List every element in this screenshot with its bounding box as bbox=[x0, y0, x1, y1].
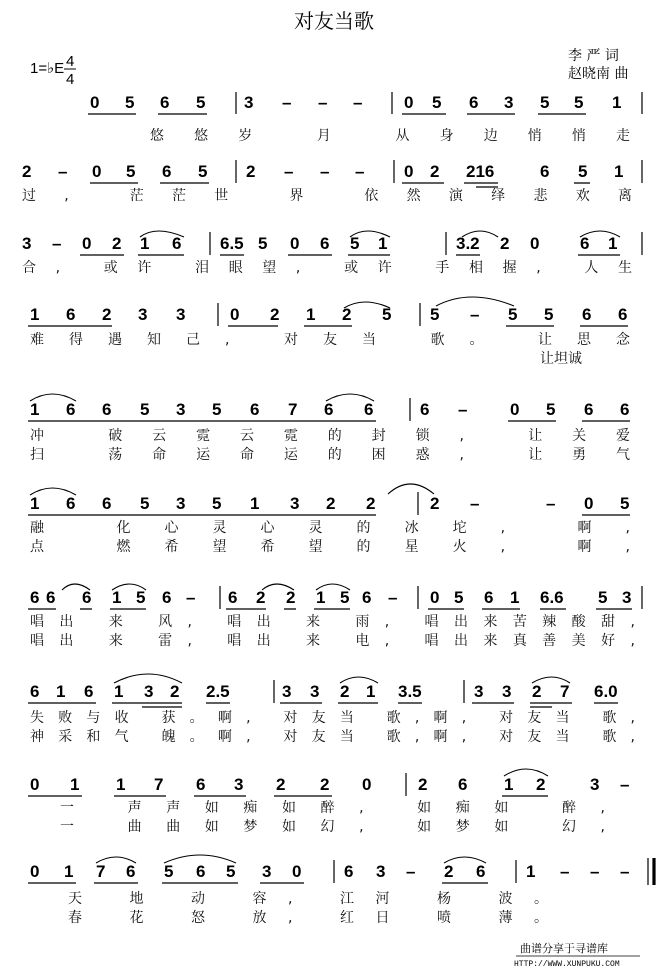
system-1-notes bbox=[90, 93, 621, 112]
svg-text:3: 3 bbox=[176, 400, 186, 419]
system-5-lyric-1: 冲 破云霓云霓的封锁, 让关爱 bbox=[30, 428, 630, 444]
svg-text:5: 5 bbox=[125, 93, 135, 112]
system-8-lyric-2: 神采和气 魄。啊, 对友当 歌,啊, 对友当 歌, bbox=[30, 729, 635, 745]
system-1-lyric-1: 悠悠岁 月 从身边悄悄走 bbox=[150, 128, 630, 144]
system-6-lyric-2: 点 燃希望希望的星火, 啊, bbox=[30, 539, 631, 555]
svg-text:5: 5 bbox=[140, 494, 150, 513]
svg-text:0: 0 bbox=[82, 234, 92, 253]
svg-text:0: 0 bbox=[584, 494, 594, 513]
svg-text:1: 1 bbox=[140, 234, 150, 253]
svg-text:3.2: 3.2 bbox=[456, 234, 480, 253]
svg-text:0: 0 bbox=[92, 162, 102, 181]
svg-text:2: 2 bbox=[246, 162, 256, 181]
svg-text:3: 3 bbox=[502, 682, 512, 701]
svg-text:7: 7 bbox=[288, 400, 298, 419]
system-9-lyric-1: 一 声声如痴如醉, 如痴如 醉, bbox=[60, 800, 606, 816]
svg-text:2: 2 bbox=[500, 234, 510, 253]
svg-text:3: 3 bbox=[290, 494, 300, 513]
svg-text:6: 6 bbox=[469, 93, 479, 112]
site-credit: 曲谱分享于寻谱库 bbox=[520, 942, 608, 955]
svg-text:6: 6 bbox=[126, 862, 136, 881]
svg-text:6: 6 bbox=[458, 775, 468, 794]
svg-text:2: 2 bbox=[366, 494, 376, 513]
svg-text:7: 7 bbox=[154, 775, 164, 794]
svg-text:1: 1 bbox=[30, 305, 40, 324]
svg-text:5: 5 bbox=[226, 862, 236, 881]
system-3-notes bbox=[22, 234, 617, 253]
key-signature: 1=♭E bbox=[30, 60, 65, 77]
svg-text:3: 3 bbox=[176, 305, 186, 324]
svg-text:3: 3 bbox=[244, 93, 254, 112]
system-7-lyric-2: 唱出 来 雷, 唱出 来 电, 唱出来真善美好, bbox=[30, 633, 635, 649]
system-4-notes bbox=[30, 305, 627, 324]
svg-text:6: 6 bbox=[540, 162, 550, 181]
site-url[interactable]: HTTP://WWW.XUNPUKU.COM bbox=[514, 960, 620, 969]
svg-text:5: 5 bbox=[212, 494, 222, 513]
svg-text:0: 0 bbox=[404, 93, 414, 112]
svg-text:1: 1 bbox=[366, 682, 376, 701]
svg-text:3: 3 bbox=[376, 862, 386, 881]
time-signature-bottom: 4 bbox=[66, 71, 75, 88]
svg-text:–: – bbox=[318, 93, 328, 112]
svg-text:1: 1 bbox=[526, 862, 536, 881]
svg-text:1: 1 bbox=[614, 162, 624, 181]
svg-text:6: 6 bbox=[66, 305, 76, 324]
svg-text:6: 6 bbox=[196, 775, 206, 794]
svg-text:2.5: 2.5 bbox=[206, 682, 230, 701]
svg-text:1: 1 bbox=[612, 93, 622, 112]
svg-text:6: 6 bbox=[196, 862, 206, 881]
system-7-notes bbox=[30, 588, 631, 607]
svg-text:3.5: 3.5 bbox=[398, 682, 422, 701]
svg-text:6: 6 bbox=[160, 93, 170, 112]
svg-text:6: 6 bbox=[102, 494, 112, 513]
system-9-lyric-2: 一 曲曲如梦如幻, 如梦如 幻, bbox=[60, 819, 606, 835]
svg-text:5: 5 bbox=[382, 305, 392, 324]
system-8-lyric-1: 失败与收 获。啊, 对友当 歌,啊, 对友当 歌, bbox=[30, 710, 635, 726]
svg-text:2: 2 bbox=[340, 682, 350, 701]
svg-text:2: 2 bbox=[102, 305, 112, 324]
svg-text:6: 6 bbox=[162, 588, 172, 607]
svg-text:0: 0 bbox=[90, 93, 100, 112]
svg-text:5: 5 bbox=[620, 494, 630, 513]
svg-text:2: 2 bbox=[418, 775, 428, 794]
svg-text:5: 5 bbox=[164, 862, 174, 881]
svg-text:2: 2 bbox=[256, 588, 266, 607]
svg-text:3: 3 bbox=[590, 775, 600, 794]
svg-text:6: 6 bbox=[620, 400, 630, 419]
svg-text:2: 2 bbox=[270, 305, 280, 324]
svg-text:6: 6 bbox=[344, 862, 354, 881]
svg-text:–: – bbox=[470, 305, 480, 324]
svg-text:0: 0 bbox=[430, 588, 440, 607]
svg-text:6: 6 bbox=[102, 400, 112, 419]
svg-text:–: – bbox=[320, 162, 330, 181]
svg-text:0: 0 bbox=[292, 862, 302, 881]
svg-text:2: 2 bbox=[170, 682, 180, 701]
svg-text:5: 5 bbox=[432, 93, 442, 112]
svg-text:–: – bbox=[470, 494, 480, 513]
svg-text:–: – bbox=[546, 494, 556, 513]
svg-text:2: 2 bbox=[326, 494, 336, 513]
svg-text:3: 3 bbox=[282, 682, 292, 701]
svg-text:–: – bbox=[186, 588, 196, 607]
svg-text:–: – bbox=[355, 162, 365, 181]
svg-text:6: 6 bbox=[584, 400, 594, 419]
system-9-notes bbox=[30, 775, 629, 794]
system-6-notes bbox=[30, 494, 629, 513]
svg-text:5: 5 bbox=[126, 162, 136, 181]
svg-text:–: – bbox=[353, 93, 363, 112]
svg-text:1: 1 bbox=[56, 682, 66, 701]
svg-text:2: 2 bbox=[430, 162, 440, 181]
svg-text:–: – bbox=[560, 862, 570, 881]
svg-text:6: 6 bbox=[162, 162, 172, 181]
svg-text:3: 3 bbox=[262, 862, 272, 881]
svg-text:0: 0 bbox=[30, 775, 40, 794]
svg-text:0: 0 bbox=[290, 234, 300, 253]
svg-text:2: 2 bbox=[286, 588, 296, 607]
svg-text:1: 1 bbox=[306, 305, 316, 324]
svg-text:6: 6 bbox=[476, 862, 486, 881]
svg-text:–: – bbox=[620, 862, 630, 881]
svg-text:3: 3 bbox=[234, 775, 244, 794]
svg-text:2: 2 bbox=[444, 862, 454, 881]
svg-text:1: 1 bbox=[250, 494, 260, 513]
svg-text:6: 6 bbox=[30, 588, 40, 607]
system-2-notes bbox=[22, 162, 623, 181]
svg-text:0: 0 bbox=[30, 862, 40, 881]
svg-text:–: – bbox=[406, 862, 416, 881]
svg-text:6: 6 bbox=[250, 400, 260, 419]
svg-text:–: – bbox=[58, 162, 68, 181]
svg-text:6: 6 bbox=[324, 400, 334, 419]
svg-text:3: 3 bbox=[310, 682, 320, 701]
svg-text:6: 6 bbox=[82, 588, 92, 607]
system-4-lyric-1: 难得遇知己, 对友当 歌。 让思念 bbox=[30, 332, 630, 348]
svg-text:3: 3 bbox=[22, 234, 32, 253]
system-7-lyric-1: 唱出 来 风, 唱出 来 雨, 唱出来苦辣酸甜, bbox=[30, 614, 635, 630]
svg-text:5: 5 bbox=[540, 93, 550, 112]
svg-text:5: 5 bbox=[212, 400, 222, 419]
svg-text:–: – bbox=[590, 862, 600, 881]
svg-text:0: 0 bbox=[362, 775, 372, 794]
system-5 bbox=[0, 0, 633, 463]
svg-text:1: 1 bbox=[64, 862, 74, 881]
svg-text:5: 5 bbox=[136, 588, 146, 607]
system-10-notes bbox=[30, 862, 629, 881]
svg-text:6: 6 bbox=[228, 588, 238, 607]
svg-text:6: 6 bbox=[582, 305, 592, 324]
svg-text:5: 5 bbox=[198, 162, 208, 181]
svg-text:1: 1 bbox=[378, 234, 388, 253]
svg-text:5: 5 bbox=[574, 93, 584, 112]
svg-text:6.0: 6.0 bbox=[594, 682, 618, 701]
song-title: 对友当歌 bbox=[294, 9, 374, 33]
svg-text:2: 2 bbox=[532, 682, 542, 701]
svg-text:3: 3 bbox=[474, 682, 484, 701]
system-5-notes bbox=[30, 400, 629, 419]
svg-text:6: 6 bbox=[46, 588, 56, 607]
system-3-lyric-1: 合, 或许 泪眼望, 或许 手相握, 人生 bbox=[22, 260, 632, 276]
svg-text:0: 0 bbox=[230, 305, 240, 324]
svg-text:2: 2 bbox=[276, 775, 286, 794]
system-10-lyric-1: 天 地 动 容, 江河 杨 波。 bbox=[68, 891, 549, 907]
svg-text:–: – bbox=[282, 93, 292, 112]
svg-text:–: – bbox=[52, 234, 62, 253]
svg-text:6: 6 bbox=[364, 400, 374, 419]
svg-text:7: 7 bbox=[560, 682, 570, 701]
svg-text:1: 1 bbox=[30, 494, 40, 513]
svg-text:–: – bbox=[284, 162, 294, 181]
svg-text:3: 3 bbox=[504, 93, 514, 112]
svg-text:1: 1 bbox=[504, 775, 514, 794]
svg-text:1: 1 bbox=[510, 588, 520, 607]
svg-text:2: 2 bbox=[22, 162, 32, 181]
svg-text:7: 7 bbox=[96, 862, 106, 881]
svg-text:1: 1 bbox=[70, 775, 80, 794]
svg-text:5: 5 bbox=[454, 588, 464, 607]
svg-text:5: 5 bbox=[544, 305, 554, 324]
svg-text:5: 5 bbox=[196, 93, 206, 112]
svg-text:0: 0 bbox=[404, 162, 414, 181]
svg-text:–: – bbox=[620, 775, 630, 794]
svg-text:3: 3 bbox=[138, 305, 148, 324]
svg-text:2: 2 bbox=[342, 305, 352, 324]
system-2-lyric-1: 过, 茫茫世 界 依然演绎悲欢离 bbox=[22, 188, 633, 204]
svg-text:5: 5 bbox=[350, 234, 360, 253]
system-10-lyric-2: 春 花 怒 放, 红日 喷 薄。 bbox=[68, 910, 549, 926]
svg-text:3: 3 bbox=[622, 588, 632, 607]
svg-text:2: 2 bbox=[430, 494, 440, 513]
svg-text:216: 216 bbox=[466, 162, 495, 181]
svg-text:1: 1 bbox=[114, 682, 124, 701]
svg-text:6: 6 bbox=[580, 234, 590, 253]
svg-text:1: 1 bbox=[112, 588, 122, 607]
svg-text:3: 3 bbox=[176, 494, 186, 513]
svg-text:2: 2 bbox=[320, 775, 330, 794]
svg-text:2: 2 bbox=[112, 234, 122, 253]
svg-text:2: 2 bbox=[536, 775, 546, 794]
svg-text:6: 6 bbox=[320, 234, 330, 253]
svg-text:5: 5 bbox=[578, 162, 588, 181]
system-8-notes bbox=[30, 682, 618, 701]
svg-text:6: 6 bbox=[84, 682, 94, 701]
svg-text:6: 6 bbox=[66, 494, 76, 513]
svg-text:5: 5 bbox=[140, 400, 150, 419]
system-6-lyric-1: 融 化心灵心灵的冰坨, 啊, bbox=[30, 520, 631, 536]
svg-text:5: 5 bbox=[508, 305, 518, 324]
svg-text:5: 5 bbox=[546, 400, 556, 419]
svg-text:6: 6 bbox=[484, 588, 494, 607]
svg-text:6: 6 bbox=[420, 400, 430, 419]
svg-text:6: 6 bbox=[172, 234, 182, 253]
svg-text:0: 0 bbox=[510, 400, 520, 419]
system-5-lyric-2: 扫 荡命运命运的困惑, 让勇气 bbox=[30, 447, 630, 463]
svg-text:1: 1 bbox=[608, 234, 618, 253]
svg-text:6.5: 6.5 bbox=[220, 234, 244, 253]
svg-text:5: 5 bbox=[340, 588, 350, 607]
svg-text:–: – bbox=[388, 588, 398, 607]
svg-text:1: 1 bbox=[316, 588, 326, 607]
svg-text:6.6: 6.6 bbox=[540, 588, 564, 607]
svg-text:5: 5 bbox=[430, 305, 440, 324]
time-signature-top: 4 bbox=[66, 53, 75, 70]
svg-text:0: 0 bbox=[530, 234, 540, 253]
svg-text:6: 6 bbox=[66, 400, 76, 419]
svg-text:6: 6 bbox=[618, 305, 628, 324]
composer-credit: 赵晓南 曲 bbox=[568, 66, 629, 82]
svg-text:5: 5 bbox=[258, 234, 268, 253]
svg-text:1: 1 bbox=[116, 775, 126, 794]
svg-text:6: 6 bbox=[362, 588, 372, 607]
svg-text:5: 5 bbox=[598, 588, 608, 607]
svg-text:–: – bbox=[458, 400, 468, 419]
lyricist-credit: 李 严 词 bbox=[568, 48, 619, 64]
svg-text:3: 3 bbox=[144, 682, 154, 701]
svg-text:1: 1 bbox=[30, 400, 40, 419]
system-4-lyric-2: 让坦诚 bbox=[540, 351, 582, 367]
svg-text:6: 6 bbox=[30, 682, 40, 701]
